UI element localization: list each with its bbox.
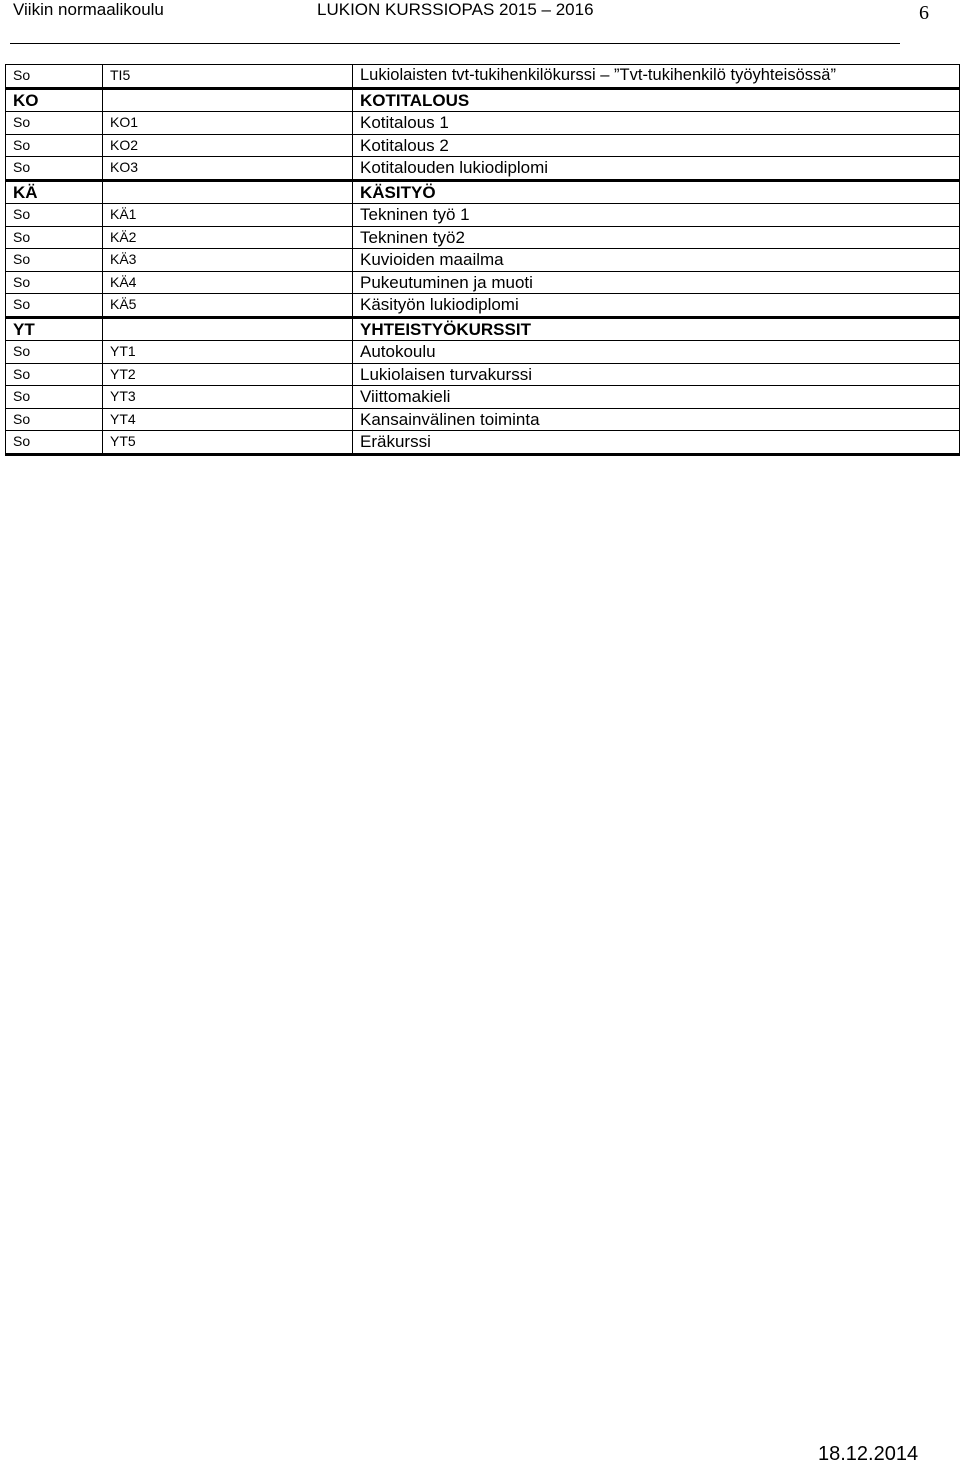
course-code xyxy=(103,180,353,204)
course-name: Viittomakieli xyxy=(353,386,960,409)
course-type: So xyxy=(6,226,103,249)
course-type: So xyxy=(6,386,103,409)
course-row xyxy=(6,408,960,431)
course-type: So xyxy=(6,249,103,272)
course-name: Kotitalous 2 xyxy=(353,134,960,157)
course-type: So xyxy=(6,408,103,431)
course-code xyxy=(103,88,353,112)
course-type: So xyxy=(6,431,103,455)
course-row xyxy=(6,157,960,181)
course-name: Tekninen työ2 xyxy=(353,226,960,249)
course-name: Kansainvälinen toiminta xyxy=(353,408,960,431)
course-row xyxy=(6,386,960,409)
section-row xyxy=(6,88,960,112)
course-type: So xyxy=(6,341,103,364)
course-code: KÄ3 xyxy=(103,249,353,272)
course-name: Lukiolaisten tvt-tukihenkilökurssi – ”Tvt-tukihenkilö työyhteisössä” xyxy=(353,65,960,89)
course-code: KO3 xyxy=(103,157,353,181)
course-row xyxy=(6,134,960,157)
course-row xyxy=(6,65,960,89)
document-title: LUKION KURSSIOPAS 2015 – 2016 xyxy=(317,0,594,19)
footer-date: 18.12.2014 xyxy=(818,1443,919,1465)
subject-code: YT xyxy=(6,317,103,341)
course-name: Eräkurssi xyxy=(353,431,960,455)
course-type: So xyxy=(6,271,103,294)
course-code: KÄ5 xyxy=(103,294,353,318)
course-code: TI5 xyxy=(103,65,353,89)
course-type: So xyxy=(6,65,103,89)
course-name: Käsityön lukiodiplomi xyxy=(353,294,960,318)
course-code: KÄ4 xyxy=(103,271,353,294)
course-code xyxy=(103,317,353,341)
course-code: KO1 xyxy=(103,112,353,135)
course-type: So xyxy=(6,157,103,181)
course-row xyxy=(6,341,960,364)
header-divider xyxy=(10,43,900,44)
subject-code: KO xyxy=(6,88,103,112)
course-row xyxy=(6,271,960,294)
course-name: Tekninen työ 1 xyxy=(353,204,960,227)
subject-name: YHTEISTYÖKURSSIT xyxy=(353,317,960,341)
course-type: So xyxy=(6,363,103,386)
course-name: Kuvioiden maailma xyxy=(353,249,960,272)
course-row xyxy=(6,431,960,455)
course-type: So xyxy=(6,134,103,157)
course-name: Autokoulu xyxy=(353,341,960,364)
course-code: KÄ2 xyxy=(103,226,353,249)
course-code: KÄ1 xyxy=(103,204,353,227)
course-code: YT2 xyxy=(103,363,353,386)
course-row xyxy=(6,112,960,135)
school-name: Viikin normaalikoulu xyxy=(13,0,164,19)
course-code: YT5 xyxy=(103,431,353,455)
course-code: YT3 xyxy=(103,386,353,409)
section-row xyxy=(6,180,960,204)
course-code: YT4 xyxy=(103,408,353,431)
course-name: Pukeutuminen ja muoti xyxy=(353,271,960,294)
course-table xyxy=(5,64,960,456)
page-number: 6 xyxy=(919,2,929,24)
subject-name: KOTITALOUS xyxy=(353,88,960,112)
section-row xyxy=(6,317,960,341)
course-row xyxy=(6,204,960,227)
course-row xyxy=(6,363,960,386)
course-code: KO2 xyxy=(103,134,353,157)
course-row xyxy=(6,249,960,272)
course-type: So xyxy=(6,112,103,135)
course-type: So xyxy=(6,294,103,318)
course-name: Lukiolaisen turvakurssi xyxy=(353,363,960,386)
course-type: So xyxy=(6,204,103,227)
course-row xyxy=(6,294,960,318)
subject-name: KÄSITYÖ xyxy=(353,180,960,204)
course-row xyxy=(6,226,960,249)
subject-code: KÄ xyxy=(6,180,103,204)
course-name: Kotitalouden lukiodiplomi xyxy=(353,157,960,181)
course-code: YT1 xyxy=(103,341,353,364)
course-name: Kotitalous 1 xyxy=(353,112,960,135)
